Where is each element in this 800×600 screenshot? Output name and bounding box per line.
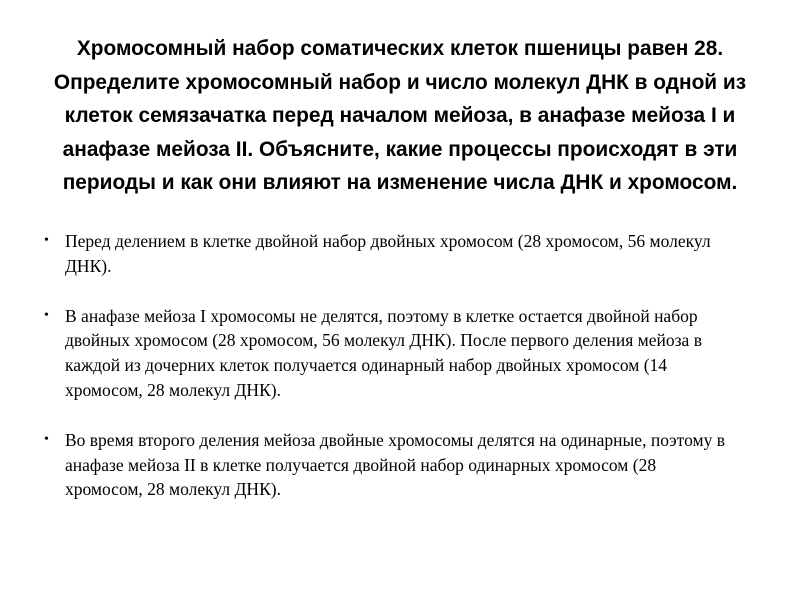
bullet-item: [44, 428, 734, 502]
bullet-text: В анафазе мейоза I хромосомы не делятся, поэтому в клетке остается двойной набор двойных хромосом (28 хромосом, 56 молекул ДНК). После первого деления мейоза в каждой из дочерних клеток получается одинарный набор двойных хромосом (14 хромосом, 28 молекул ДНК).: [65, 305, 702, 400]
bullet-item: [44, 229, 734, 279]
bullet-text: Перед делением в клетке двойной набор двойных хромосом (28 хромосом, 56 молекул ДНК).: [65, 231, 711, 276]
bullet-icon: •: [44, 431, 49, 447]
bullet-item: [44, 304, 734, 403]
bullet-icon: •: [44, 307, 49, 323]
bullet-text: Во время второго деления мейоза двойные хромосомы делятся на одинарные, поэтому в анафазе мейоза II в клетке получается двойной набор одинарных хромосом (28 хромосом, 28 молекул ДНК).: [65, 429, 725, 500]
slide-title: Хромосомный набор соматических клеток пшеницы равен 28. Определите хромосомный набор и число молекул ДНК в одной из клеток семязачатка перед началом мейоза, в анафазе мейоза I и анафазе мейоза II. Объясните, какие процессы происходят в эти периоды и как они влияют на изменение числа ДНК и хромосом.: [53, 36, 747, 194]
bullet-list: [44, 229, 734, 502]
bullet-icon: •: [44, 233, 49, 248]
